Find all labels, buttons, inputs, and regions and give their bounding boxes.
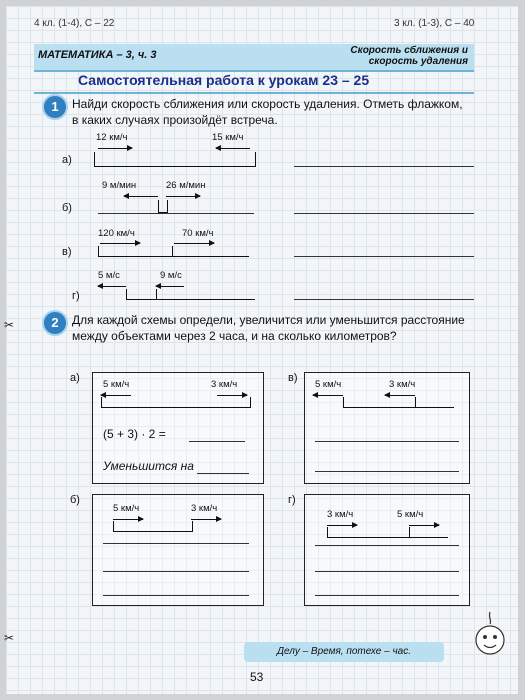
subject-bar xyxy=(34,44,474,72)
speed-label: 9 м/с xyxy=(160,270,182,281)
distance-segment xyxy=(94,152,256,167)
scheme-label: г) xyxy=(288,494,296,506)
answer-line xyxy=(103,571,249,572)
task-1-row-label: б) xyxy=(62,202,72,214)
task-1-row-label: в) xyxy=(62,246,72,258)
distance-tick xyxy=(415,397,416,407)
scheme-box-b xyxy=(92,494,264,606)
answer-line xyxy=(294,256,474,257)
left-arrow-icon xyxy=(98,286,126,287)
speed-label: 3 км/ч xyxy=(327,509,354,520)
subject-label: МАТЕМАТИКА – 3, ч. 3 xyxy=(38,49,157,61)
answer-text: Уменьшится на xyxy=(103,459,194,473)
left-arrow-icon xyxy=(101,395,131,396)
distance-segment xyxy=(101,397,251,408)
scissors-icon: ✂ xyxy=(4,631,15,645)
task-2-number-badge: 2 xyxy=(42,310,68,336)
speed-label: 70 км/ч xyxy=(182,228,214,239)
answer-line xyxy=(315,441,459,442)
distance-segment xyxy=(126,289,255,300)
topic-line-1: Скорость сближения и xyxy=(350,45,468,56)
right-arrow-icon xyxy=(191,519,221,520)
right-arrow-icon xyxy=(217,395,247,396)
task-1-row-label: а) xyxy=(62,154,72,166)
speed-label: 26 м/мин xyxy=(166,180,206,191)
answer-line xyxy=(315,545,459,546)
scheme-label: в) xyxy=(288,372,298,384)
right-arrow-icon xyxy=(113,519,143,520)
distance-segment xyxy=(158,200,168,213)
answer-line xyxy=(294,166,474,167)
answer-line xyxy=(197,473,249,474)
task-2-text: Для каждой схемы определи, увеличится или уменьшится расстояние между объектами через 2 часа, и на сколько километров? xyxy=(72,313,465,343)
answer-line xyxy=(103,543,249,544)
topic-line-2: скорость удаления xyxy=(368,56,468,67)
page-number: 53 xyxy=(250,670,264,684)
speed-label: 9 м/мин xyxy=(102,180,137,191)
speed-label: 15 км/ч xyxy=(212,132,244,143)
speed-label: 5 км/ч xyxy=(397,509,424,520)
answer-line xyxy=(294,213,474,214)
speed-label: 5 км/ч xyxy=(103,379,130,390)
right-arrow-icon xyxy=(166,196,200,197)
answer-line xyxy=(315,571,459,572)
topic-label xyxy=(318,45,468,67)
left-arrow-icon xyxy=(124,196,158,197)
speed-label: 120 км/ч xyxy=(98,228,135,239)
header-left-ref: 4 кл. (1-4), С – 22 xyxy=(34,18,115,29)
left-arrow-icon xyxy=(216,148,250,149)
left-arrow-icon xyxy=(313,395,343,396)
right-arrow-icon xyxy=(409,525,439,526)
left-arrow-icon xyxy=(156,286,184,287)
scheme-label: б) xyxy=(70,494,80,506)
worksheet-title: Самостоятельная работа к урокам 23 – 25 xyxy=(78,72,370,88)
distance-tick xyxy=(409,527,410,537)
answer-line xyxy=(189,441,245,442)
distance-segment xyxy=(98,246,249,257)
scheme-box-a xyxy=(92,372,264,484)
distance-segment xyxy=(343,397,454,408)
scheme-box-g xyxy=(304,494,470,606)
speed-label: 5 км/ч xyxy=(315,379,342,390)
speed-label: 3 км/ч xyxy=(211,379,238,390)
title-underline xyxy=(34,92,474,94)
task-1-number-badge: 1 xyxy=(42,94,68,120)
header-right-ref: 3 кл. (1-3), С – 40 xyxy=(394,18,475,29)
right-arrow-icon xyxy=(98,148,132,149)
speed-label: 5 км/ч xyxy=(113,503,140,514)
scheme-label: а) xyxy=(70,372,80,384)
task-1-text: Найди скорость сближения или скорость удаления. Отметь флажком, в каких случаях произойдёт встреча. xyxy=(72,97,463,127)
speed-label: 3 км/ч xyxy=(191,503,218,514)
right-arrow-icon xyxy=(327,525,357,526)
distance-tick xyxy=(156,289,157,299)
right-arrow-icon xyxy=(100,243,140,244)
formula-text: (5 + 3) · 2 = xyxy=(103,427,166,441)
onion-mascot-icon xyxy=(472,610,508,658)
distance-tick xyxy=(172,246,173,256)
answer-line xyxy=(294,299,474,300)
speed-label: 3 км/ч xyxy=(389,379,416,390)
scheme-box-v xyxy=(304,372,470,484)
right-arrow-icon xyxy=(174,243,214,244)
left-arrow-icon xyxy=(385,395,415,396)
distance-segment xyxy=(113,521,193,532)
distance-segment xyxy=(327,527,448,538)
proverb-banner: Делу – Время, потехе – час. xyxy=(244,642,444,662)
workbook-page xyxy=(6,6,518,694)
answer-line xyxy=(103,595,249,596)
answer-line xyxy=(315,595,459,596)
speed-label: 12 км/ч xyxy=(96,132,128,143)
distance-line xyxy=(98,213,254,214)
speed-label: 5 м/с xyxy=(98,270,120,281)
task-1-row-label: г) xyxy=(72,290,80,302)
scissors-icon: ✂ xyxy=(4,318,15,332)
answer-line xyxy=(315,471,459,472)
